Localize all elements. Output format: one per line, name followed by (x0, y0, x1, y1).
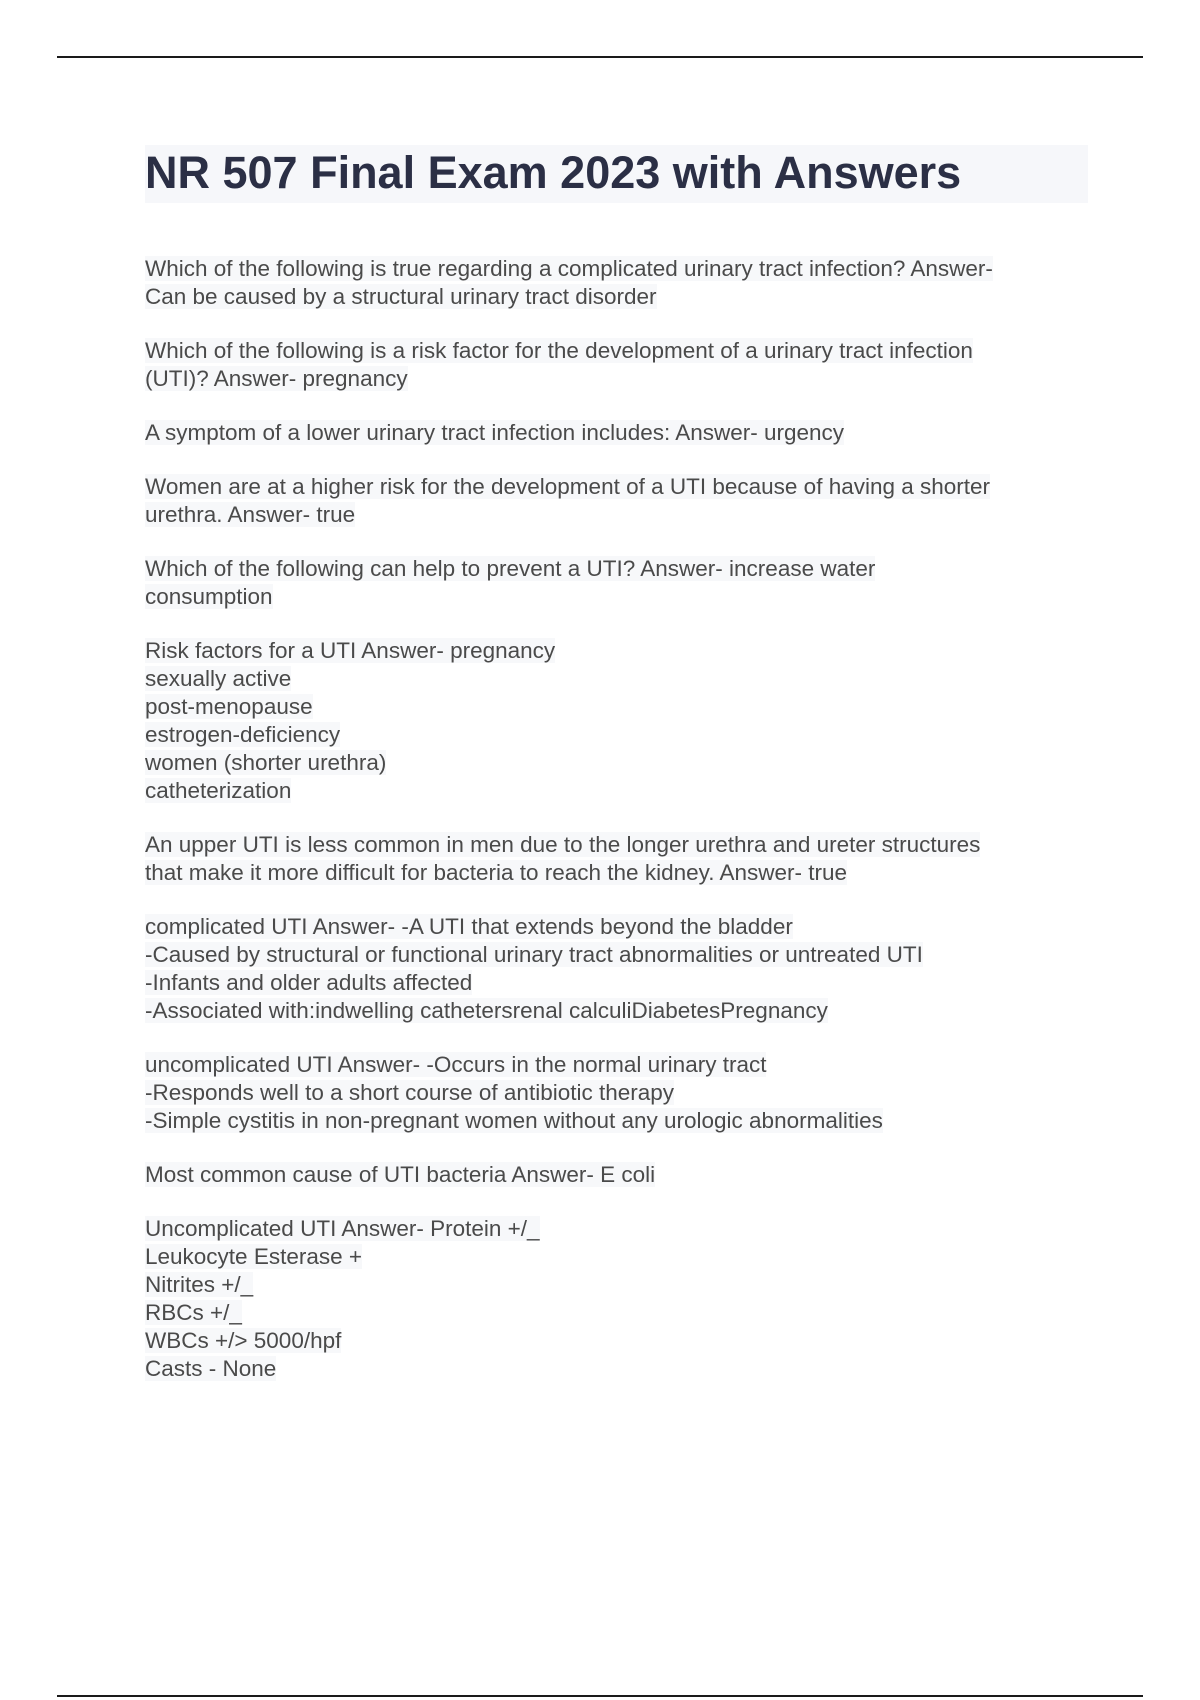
qa-line (145, 337, 1095, 365)
qa-line (145, 283, 1095, 311)
qa-line (145, 749, 1095, 777)
qa-line-text: Can be caused by a structural urinary tract disorder (145, 284, 657, 309)
bottom-divider (57, 1695, 1143, 1697)
qa-line-text: -Associated with:indwelling cathetersrenal calculiDiabetesPregnancy (145, 998, 828, 1023)
qa-line-text: Risk factors for a UTI Answer- pregnancy (145, 638, 556, 663)
qa-line (145, 473, 1095, 501)
top-divider (57, 56, 1143, 58)
qa-line-text: -Simple cystitis in non-pregnant women without any urologic abnormalities (145, 1108, 883, 1133)
qa-line-text: urethra. Answer- true (145, 502, 356, 527)
qa-line (145, 665, 1095, 693)
qa-item (145, 1215, 1095, 1383)
qa-line (145, 583, 1095, 611)
qa-line-text: -Infants and older adults affected (145, 970, 473, 995)
qa-line (145, 693, 1095, 721)
qa-line (145, 1271, 1095, 1299)
qa-line-text: women (shorter urethra) (145, 750, 387, 775)
qa-line (145, 501, 1095, 529)
qa-list (145, 255, 1095, 1409)
qa-line (145, 1355, 1095, 1383)
qa-line (145, 1161, 1095, 1189)
qa-line-text: that make it more difficult for bacteria to reach the kidney. Answer- true (145, 860, 847, 885)
qa-line-text: RBCs +/_ (145, 1300, 242, 1325)
qa-line-text: sexually active (145, 666, 292, 691)
qa-line (145, 1243, 1095, 1271)
qa-line (145, 721, 1095, 749)
qa-line-text: post-menopause (145, 694, 313, 719)
qa-line (145, 1327, 1095, 1355)
qa-line-text: Which of the following can help to prevent a UTI? Answer- increase water (145, 556, 876, 581)
qa-line-text: Uncomplicated UTI Answer- Protein +/_ (145, 1216, 540, 1241)
qa-line (145, 1299, 1095, 1327)
qa-line (145, 913, 1095, 941)
qa-line-text: estrogen-deficiency (145, 722, 341, 747)
qa-line-text: Casts - None (145, 1356, 277, 1381)
qa-line (145, 1079, 1095, 1107)
qa-line-text: Which of the following is a risk factor for the development of a urinary tract infection (145, 338, 973, 363)
qa-line-text: consumption (145, 584, 273, 609)
qa-item (145, 913, 1095, 1025)
qa-line (145, 1107, 1095, 1135)
qa-line (145, 365, 1095, 393)
qa-line (145, 555, 1095, 583)
qa-line (145, 1215, 1095, 1243)
qa-line (145, 1051, 1095, 1079)
qa-item (145, 1051, 1095, 1135)
qa-line-text: WBCs +/> 5000/hpf (145, 1328, 342, 1353)
qa-item (145, 473, 1095, 529)
qa-line-text: A symptom of a lower urinary tract infection includes: Answer- urgency (145, 420, 845, 445)
qa-line (145, 637, 1095, 665)
qa-line-text: -Caused by structural or functional urinary tract abnormalities or untreated UTI (145, 942, 923, 967)
qa-line-text: Nitrites +/_ (145, 1272, 254, 1297)
qa-line-text: complicated UTI Answer- -A UTI that extends beyond the bladder (145, 914, 793, 939)
qa-line (145, 255, 1095, 283)
qa-line (145, 777, 1095, 805)
qa-item (145, 1161, 1095, 1189)
qa-item (145, 419, 1095, 447)
qa-item (145, 337, 1095, 393)
qa-item (145, 831, 1095, 887)
qa-line-text: Which of the following is true regarding a complicated urinary tract infection? Answer- (145, 256, 993, 281)
qa-line (145, 941, 1095, 969)
qa-line-text: catheterization (145, 778, 292, 803)
qa-line-text: -Responds well to a short course of antibiotic therapy (145, 1080, 675, 1105)
qa-line-text: Women are at a higher risk for the development of a UTI because of having a shorter (145, 474, 991, 499)
qa-line-text: (UTI)? Answer- pregnancy (145, 366, 408, 391)
qa-line-text: Most common cause of UTI bacteria Answer- E coli (145, 1162, 656, 1187)
qa-line-text: An upper UTI is less common in men due to the longer urethra and ureter structures (145, 832, 981, 857)
qa-line-text: uncomplicated UTI Answer- -Occurs in the normal urinary tract (145, 1052, 767, 1077)
qa-line (145, 969, 1095, 997)
qa-item (145, 255, 1095, 311)
document-title: NR 507 Final Exam 2023 with Answers (145, 147, 962, 198)
qa-line-text: Leukocyte Esterase + (145, 1244, 363, 1269)
qa-item (145, 555, 1095, 611)
qa-line (145, 419, 1095, 447)
qa-line (145, 831, 1095, 859)
qa-item (145, 637, 1095, 805)
qa-line (145, 997, 1095, 1025)
qa-line (145, 859, 1095, 887)
